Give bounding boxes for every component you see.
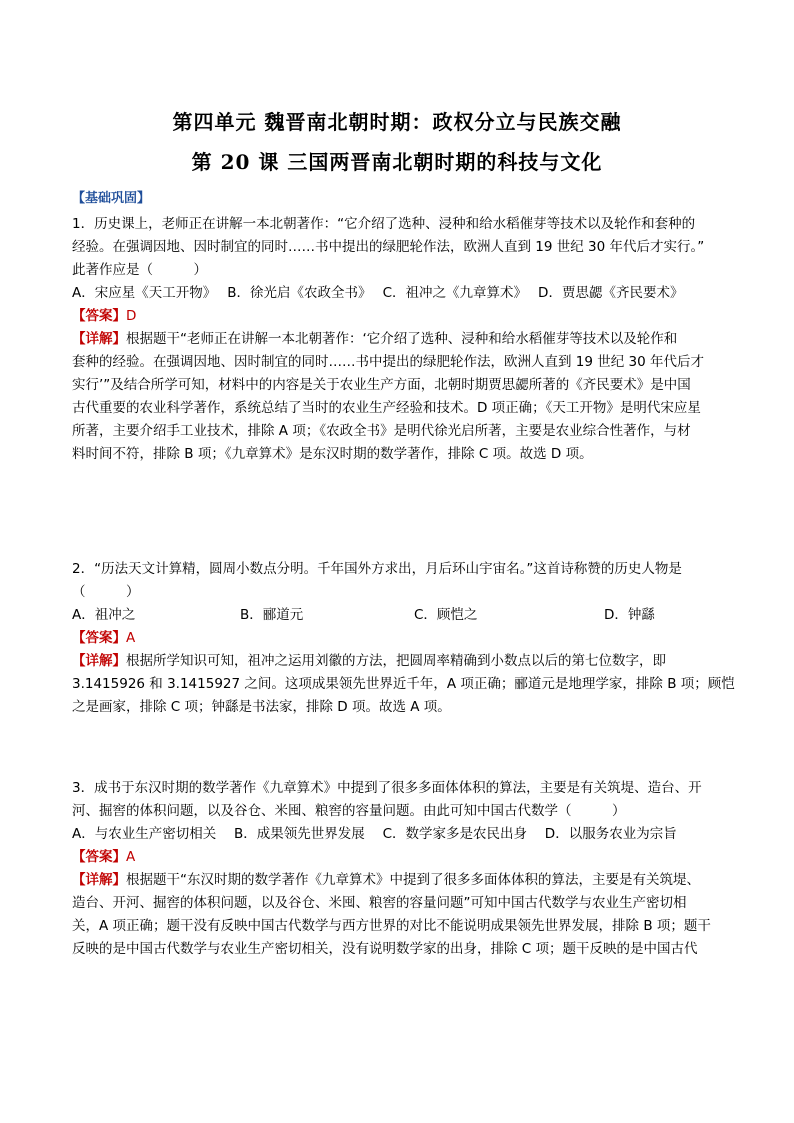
detail-text: 实行’”及结合所学可知，材料中的内容是关于农业生产方面，北朝时期贾思勰所著的《齐民要术》是中国 bbox=[72, 377, 691, 393]
option-c: C．顾恺之 bbox=[414, 607, 478, 623]
detail-text: 套种的经验。在强调因地、因时制宜的同时……书中提出的绿肥轮作法，欧洲人直到 19 世纪 30 年代后才 bbox=[72, 354, 705, 370]
detail-text: 所著，主要介绍手工业技术，排除 A 项；《农政全书》是明代徐光启所著，主要是农业综合性著作，与材 bbox=[72, 423, 691, 439]
detail-text: 古代重要的农业科学著作，系统总结了当时的农业生产经验和技术。D 项正确；《天工开物》是明代宋应星 bbox=[72, 400, 701, 416]
option-a: A．祖冲之 bbox=[72, 607, 136, 623]
question-text: 3．成书于东汉时期的数学著作《九章算术》中提到了很多多面体体积的算法，主要是有关筑堤、造台、开 bbox=[72, 780, 702, 796]
answer-line bbox=[72, 627, 732, 650]
detail-text: 根据题干“东汉时期的数学著作《九章算术》中提到了很多多面体体积的算法，主要是有关筑堤、 bbox=[126, 872, 700, 888]
answer-tag: 【答案】 bbox=[72, 849, 126, 865]
unit-title: 第四单元 魏晋南北朝时期：政权分立与民族交融 bbox=[172, 110, 622, 134]
question-options: A．与农业生产密切相关 B．成果领先世界发展 C．数学家多是农民出身 D．以服务农业为宗旨 bbox=[72, 826, 677, 842]
answer-line bbox=[72, 846, 732, 869]
detail-tag: 【详解】 bbox=[72, 331, 126, 347]
question-text: 1．历史课上，老师正在讲解一本北朝著作：“它介绍了选种、浸种和给水稻催芽等技术以及轮作和套种的 bbox=[72, 216, 696, 232]
question-1 bbox=[72, 213, 732, 466]
question-3 bbox=[72, 777, 732, 961]
question-text: 2．“历法天文计算精，圆周小数点分明。千年国外方求出，月后环山宇宙名。”这首诗称赞的历史人物是 bbox=[72, 561, 682, 577]
question-options bbox=[72, 604, 732, 627]
question-text: 经验。在强调因地、因时制宜的同时……书中提出的绿肥轮作法，欧洲人直到 19 世纪 30 年代后才实行。” bbox=[72, 239, 705, 255]
detail-text: 之是画家，排除 C 项；钟繇是书法家，排除 D 项。故选 A 项。 bbox=[72, 699, 451, 715]
detail-text: 根据所学知识可知，祖冲之运用刘徽的方法，把圆周率精确到小数点以后的第七位数字，即 bbox=[126, 653, 666, 669]
detail-text: 造台、开河、掘窖的体积问题，以及谷仓、米囤、粮窖的容量问题”可知中国古代数学与农业生产密切相 bbox=[72, 895, 687, 911]
detail-tag: 【详解】 bbox=[72, 653, 126, 669]
answer-value: A bbox=[126, 849, 136, 865]
detail-line bbox=[72, 650, 732, 673]
answer-tag: 【答案】 bbox=[72, 308, 126, 324]
answer-value: A bbox=[126, 630, 136, 646]
detail-tag: 【详解】 bbox=[72, 872, 126, 888]
question-text: （ ） bbox=[72, 584, 140, 600]
answer-line bbox=[72, 305, 732, 328]
answer-value: D bbox=[126, 308, 137, 324]
detail-text: 3.1415926 和 3.1415927 之间。这项成果领先世界近千年，A 项正确；郦道元是地理学家，排除 B 项；顾恺 bbox=[72, 676, 735, 692]
question-text: 河、掘窖的体积问题，以及谷仓、米囤、粮窖的容量问题。由此可知中国古代数学（ ） bbox=[72, 803, 626, 819]
detail-text: 根据题干“老师正在讲解一本北朝著作：‘它介绍了选种、浸种和给水稻催芽等技术以及轮作和 bbox=[126, 331, 678, 347]
answer-tag: 【答案】 bbox=[72, 630, 126, 646]
question-options: A．宋应星《天工开物》 B．徐光启《农政全书》 C．祖冲之《九章算术》 D．贾思勰《齐民要术》 bbox=[72, 285, 684, 301]
question-text: 此著作应是（ ） bbox=[72, 262, 207, 278]
detail-text: 反映的是中国古代数学与农业生产密切相关，没有说明数学家的出身，排除 C 项；题干反映的是中国古代 bbox=[72, 941, 698, 957]
detail-line bbox=[72, 869, 732, 892]
section-heading: 【基础巩固】 bbox=[72, 191, 151, 206]
detail-text: 关，A 项正确；题干没有反映中国古代数学与西方世界的对比不能说明成果领先世界发展，排除 B 项；题干 bbox=[72, 918, 711, 934]
lesson-title: 第 20 课 三国两晋南北朝时期的科技与文化 bbox=[191, 150, 603, 174]
option-b: B．郦道元 bbox=[240, 607, 304, 623]
detail-text: 料时间不符，排除 B 项；《九章算术》是东汉时期的数学著作，排除 C 项。故选 D 项。 bbox=[72, 446, 593, 462]
detail-line bbox=[72, 328, 732, 351]
option-d: D．钟繇 bbox=[604, 607, 655, 623]
question-2 bbox=[72, 558, 735, 719]
